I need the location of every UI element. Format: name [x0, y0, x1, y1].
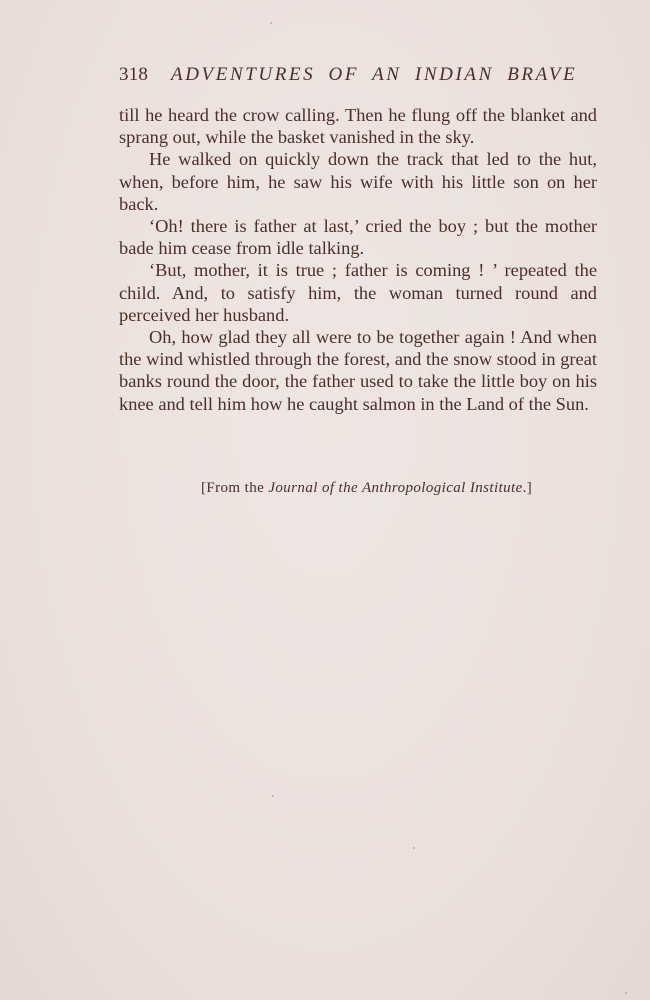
paragraph-1: till he heard the crow calling. Then he flung off the blanket and sprang out, while the basket vanished in the sky. — [119, 105, 597, 148]
page-number: 318 — [119, 64, 149, 85]
source-note-open: [From the — [201, 480, 269, 496]
paragraph-5: Oh, how glad they all were to be together again ! And when the wind whistled through the forest, and the snow stood in great banks round the door, the father used to take the little boy on his knee and tell him how he caught salmon in the Land of the Sun. — [119, 327, 597, 414]
running-head: ADVENTURES OF AN INDIAN BRAVE — [171, 64, 578, 85]
paper-speck — [272, 795, 274, 797]
paragraph-3: ‘Oh! there is father at last,’ cried the boy ; but the mother bade him cease from idle talking. — [119, 216, 597, 259]
source-note-journal: Journal of the Anthropological Institute — [268, 480, 523, 496]
paper-speck — [625, 992, 627, 994]
paper-speck — [270, 22, 272, 24]
source-note — [201, 480, 531, 497]
body-text — [119, 104, 597, 415]
paragraph-2: He walked on quickly down the track that led to the hut, when, before him, he saw his wife with his little son on her back. — [119, 149, 597, 214]
paper-speck — [413, 847, 415, 849]
page-header — [119, 64, 578, 92]
source-note-close: .] — [522, 480, 533, 496]
paragraph-4: ‘But, mother, it is true ; father is coming ! ’ repeated the child. And, to satisfy him, the woman turned round and perceived her husband. — [119, 260, 597, 325]
